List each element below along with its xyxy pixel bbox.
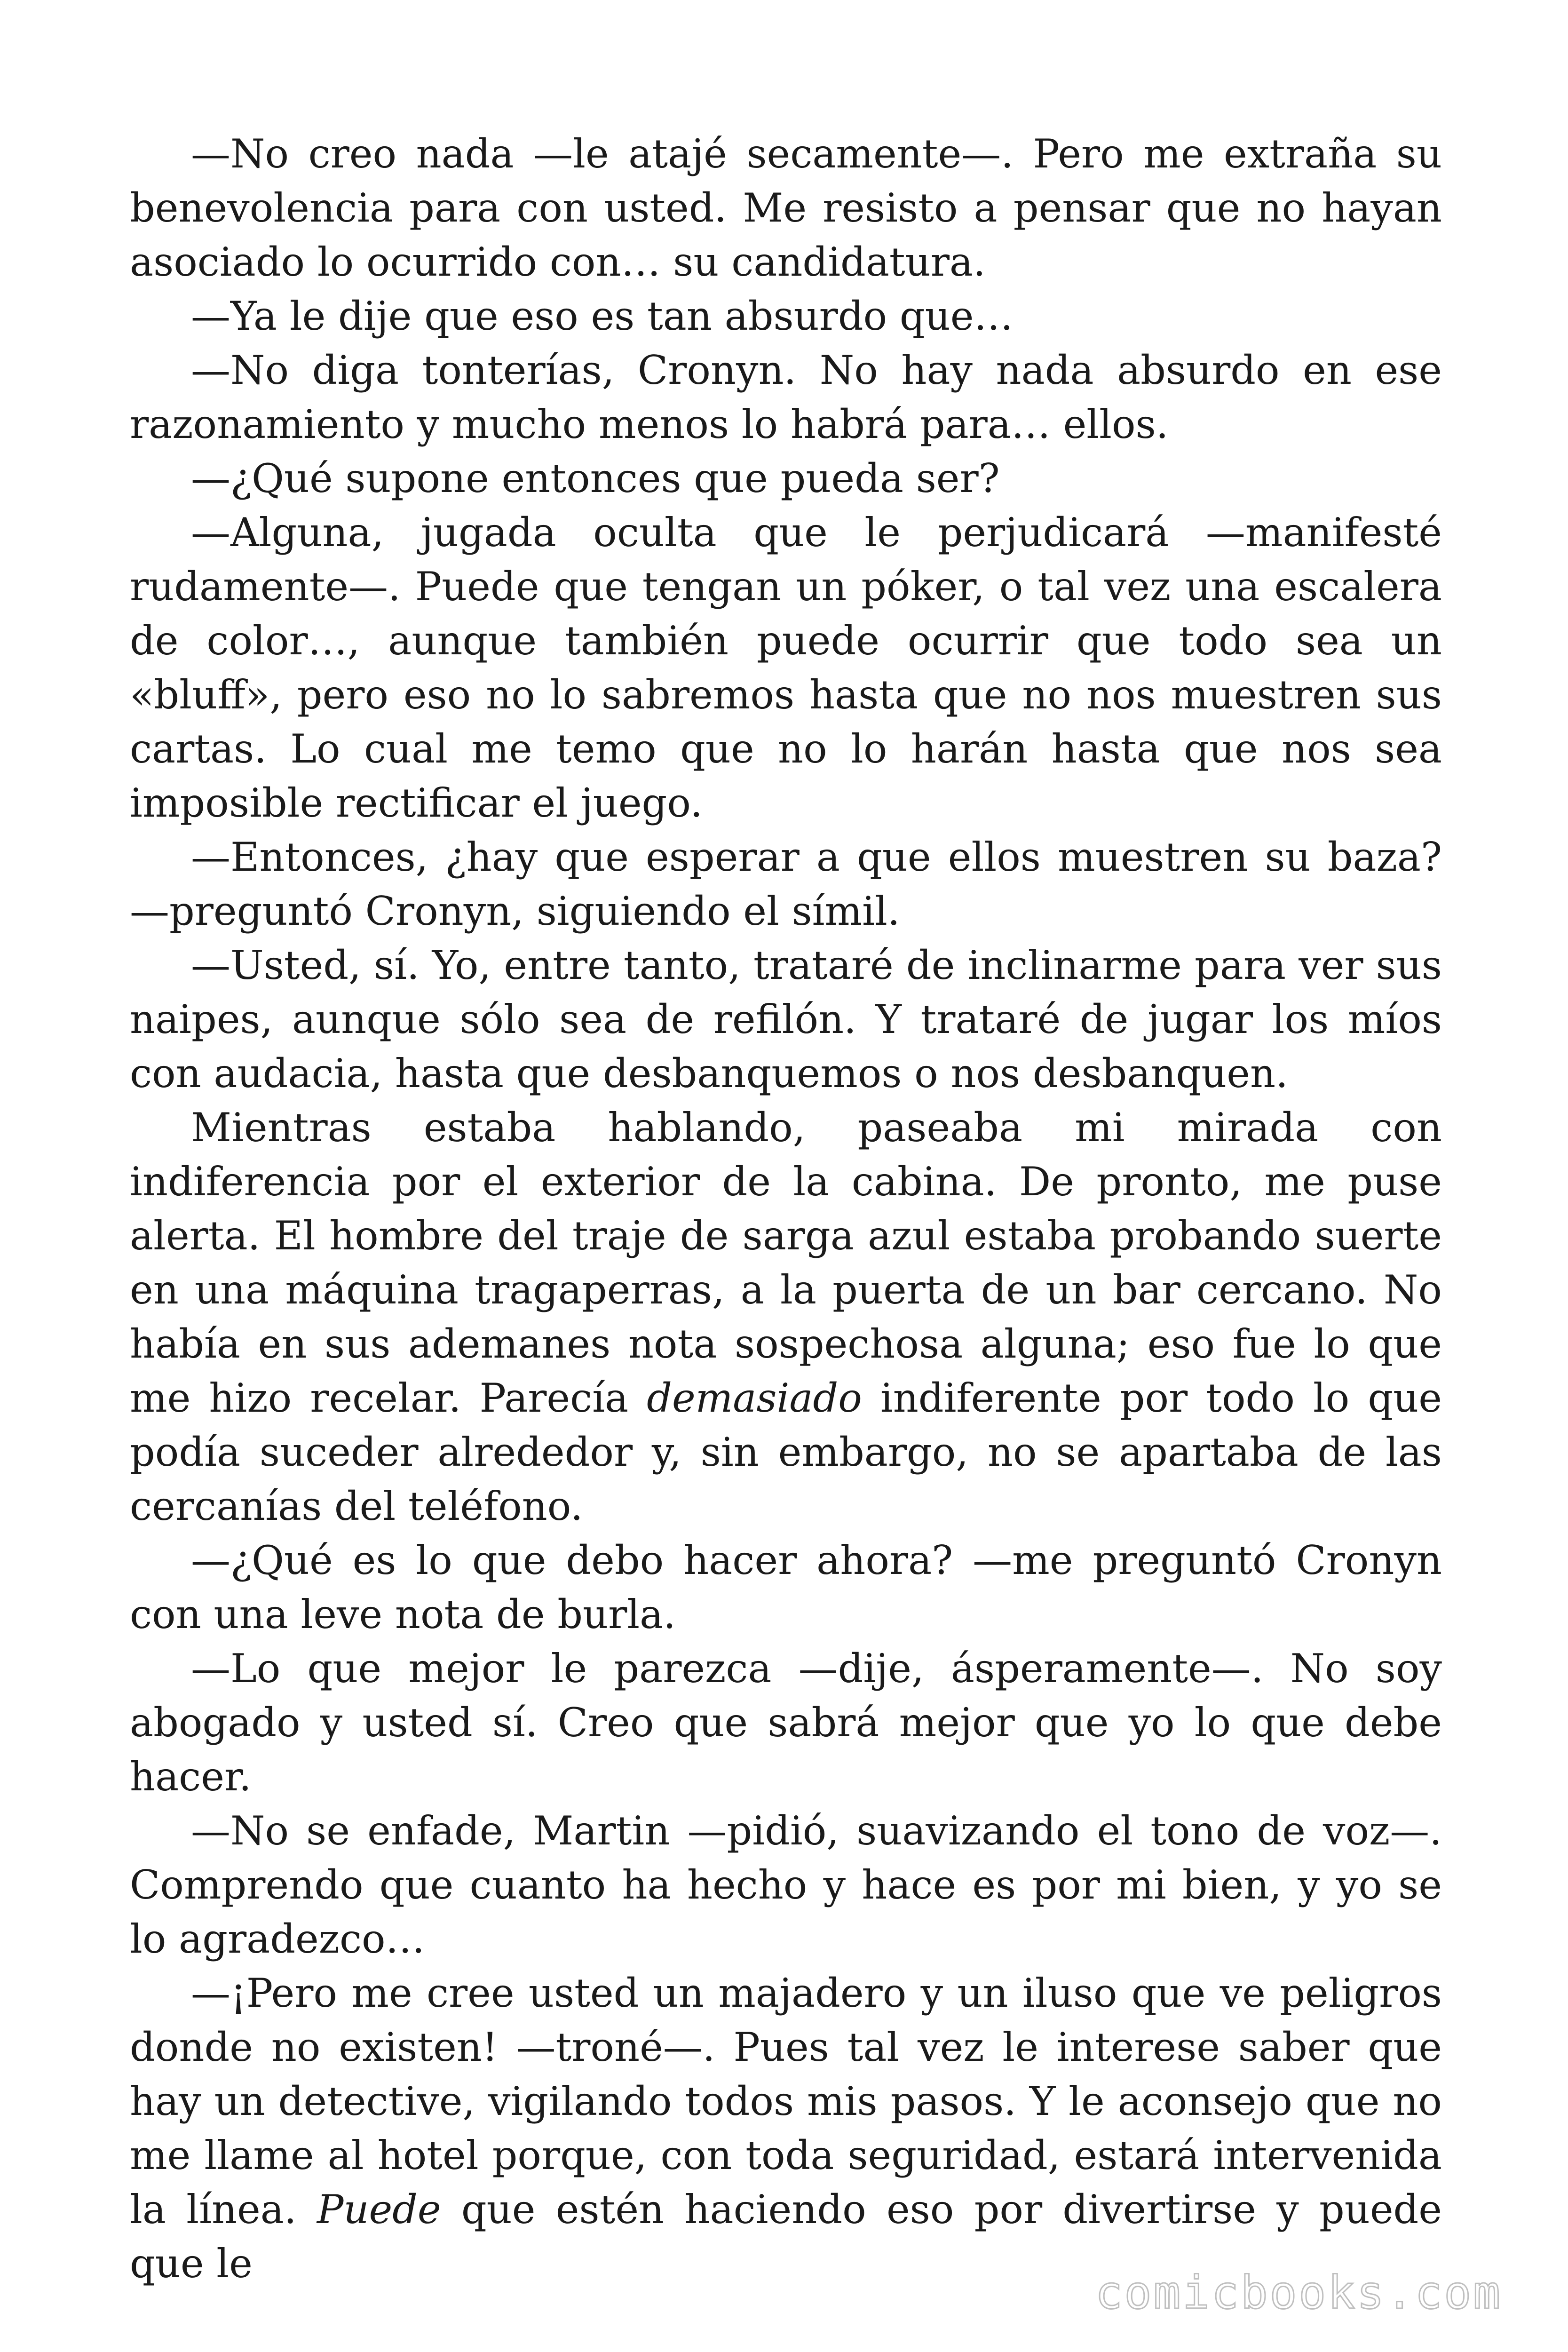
paragraph <box>130 1642 1442 1804</box>
emphasis-text: demasiado <box>647 1375 862 1421</box>
paragraph-text: —No diga tonterías, Cronyn. No hay nada absurdo en ese razonamiento y mucho menos lo habrá para… ellos. <box>130 347 1442 447</box>
paragraph-text: —No se enfade, Martin —pidió, suavizando el tono de voz—. Comprendo que cuanto ha hecho y hace es por mi bien, y yo se lo agradezco… <box>130 1808 1442 1962</box>
paragraph-text: Mientras estaba hablando, paseaba mi mirada con indiferencia por el exterior de la cabina. De pronto, me puse alerta. El hombre del traje de sarga azul estaba probando suerte en una máquina tragaperras, a la puerta de un bar cercano. No había en sus ademanes nota sospechosa alguna; eso fue lo que me hizo recelar. Parecía <box>130 1104 1442 1421</box>
paragraph-text: —¿Qué supone entonces que pueda ser? <box>191 455 1000 501</box>
emphasis-text: Puede <box>317 2186 441 2233</box>
paragraph-text: —No creo nada —le atajé secamente—. Pero me extraña su benevolencia para con usted. Me resisto a pensar que no hayan asociado lo ocurrido con… su candidatura. <box>130 131 1442 285</box>
paragraph-text: indiferente por todo lo que podía suceder alrededor y, sin embargo, no se apartaba de las cercanías del teléfono. <box>130 1375 1442 1529</box>
paragraph <box>130 1966 1442 2291</box>
paragraph <box>130 938 1442 1101</box>
watermark: comicbooks.com <box>1095 2266 1502 2319</box>
paragraph <box>130 1804 1442 1966</box>
paragraph-text: —¿Qué es lo que debo hacer ahora? —me preguntó Cronyn con una leve nota de burla. <box>130 1537 1442 1637</box>
paragraph <box>130 127 1442 289</box>
paragraph <box>130 452 1442 506</box>
paragraph <box>130 506 1442 830</box>
paragraph <box>130 1534 1442 1642</box>
paragraph-text: —Lo que mejor le parezca —dije, ásperamente—. No soy abogado y usted sí. Creo que sabrá mejor que yo lo que debe hacer. <box>130 1645 1442 1800</box>
paragraph <box>130 830 1442 938</box>
paragraph-text: que estén haciendo eso por divertirse y puede que le <box>130 2186 1442 2287</box>
paragraph-text: —¡Pero me cree usted un majadero y un iluso que ve peligros donde no existen! —troné—. Pues tal vez le interese saber que hay un detective, vigilando todos mis pasos. Y le aconsejo que no me llame al hotel porque, con toda seguridad, estará intervenida la línea. <box>130 1970 1442 2233</box>
body-text <box>130 127 1442 2291</box>
paragraph <box>130 289 1442 343</box>
paragraph <box>130 1101 1442 1534</box>
paragraph <box>130 343 1442 452</box>
paragraph-text: —Alguna, jugada oculta que le perjudicará —manifesté rudamente—. Puede que tengan un póker, o tal vez una escalera de color…, aunque también puede ocurrir que todo sea un «bluff», pero eso no lo sabremos hasta que no nos muestren sus cartas. Lo cual me temo que no lo harán hasta que nos sea imposible rectificar el juego. <box>130 509 1442 826</box>
paragraph-text: —Ya le dije que eso es tan absurdo que… <box>191 293 1014 339</box>
paragraph-text: —Usted, sí. Yo, entre tanto, trataré de inclinarme para ver sus naipes, aunque sólo sea de refilón. Y trataré de jugar los míos con audacia, hasta que desbanquemos o nos desbanquen. <box>130 942 1442 1097</box>
paragraph-text: —Entonces, ¿hay que esperar a que ellos muestren su baza? —preguntó Cronyn, siguiendo el símil. <box>130 834 1442 934</box>
